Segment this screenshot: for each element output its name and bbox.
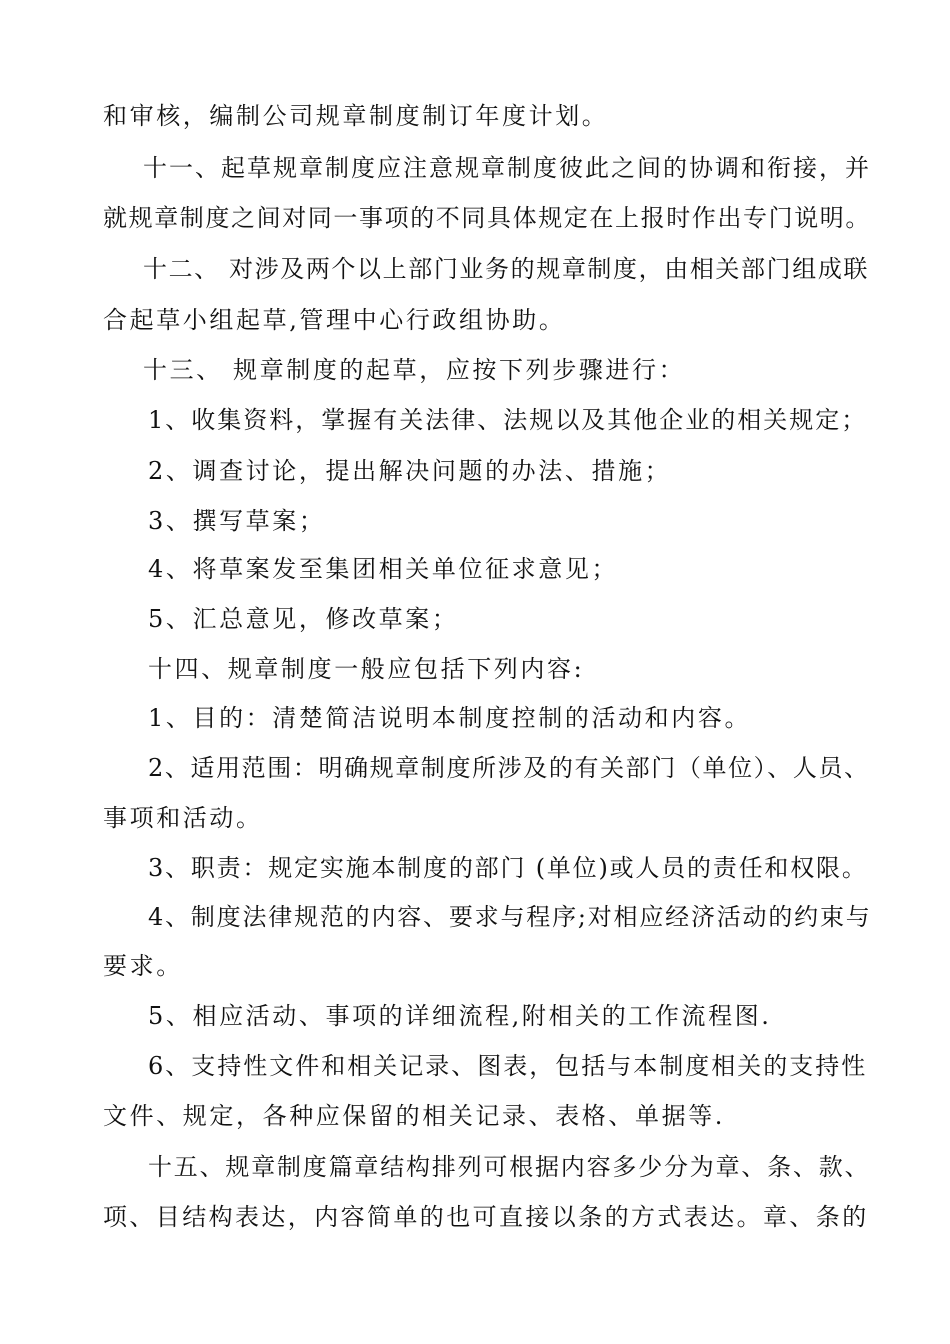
paragraph-line: 十四、规章制度一般应包括下列内容:: [148, 655, 585, 683]
list-item: 2、调查讨论，提出解决问题的办法、措施；: [148, 457, 672, 485]
list-item: 1、目的：清楚简洁说明本制度控制的活动和内容。: [148, 704, 752, 732]
paragraph-line: 就规章制度之间对同一事项的不同具体规定在上报时作出专门说明。: [103, 204, 871, 232]
list-item: 3、撰写草案；: [148, 507, 326, 535]
paragraph-line: 十一、起草规章制度应注意规章制度彼此之间的协调和衔接，并: [143, 154, 871, 182]
list-item: 6、支持性文件和相关记录、图表，包括与本制度相关的支持性: [148, 1052, 868, 1080]
paragraph-line: 项、目结构表达，内容简单的也可直接以条的方式表达。章、条的: [103, 1203, 869, 1231]
list-item: 5、汇总意见，修改草案；: [148, 605, 459, 633]
paragraph-line: 十五、规章制度篇章结构排列可根据内容多少分为章、条、款、: [148, 1153, 871, 1181]
paragraph-line: 合起草小组起草,管理中心行政组协助。: [103, 306, 566, 334]
list-item: 1、收集资料，掌握有关法律、法规以及其他企业的相关规定；: [148, 406, 868, 434]
list-item: 4、将草案发至集团相关单位征求意见；: [148, 555, 619, 583]
paragraph-line: 文件、规定，各种应保留的相关记录、表格、单据等.: [103, 1102, 726, 1130]
list-item: 5、相应活动、事项的详细流程,附相关的工作流程图.: [148, 1002, 772, 1030]
paragraph-line: 和审核，编制公司规章制度制订年度计划。: [103, 102, 609, 130]
paragraph-line: 事项和活动。: [103, 804, 263, 832]
paragraph-line: 要求。: [103, 952, 183, 980]
paragraph-line: 十三、 规章制度的起草，应按下列步骤进行：: [143, 356, 686, 384]
list-item: 2、适用范围：明确规章制度所涉及的有关部门（单位）、人员、: [148, 754, 870, 782]
list-item: 4、制度法律规范的内容、要求与程序;对相应经济活动的约束与: [148, 903, 872, 931]
list-item: 3、职责：规定实施本制度的部门 (单位)或人员的责任和权限。: [148, 854, 868, 882]
paragraph-line: 十二、 对涉及两个以上部门业务的规章制度，由相关部门组成联: [143, 255, 870, 283]
